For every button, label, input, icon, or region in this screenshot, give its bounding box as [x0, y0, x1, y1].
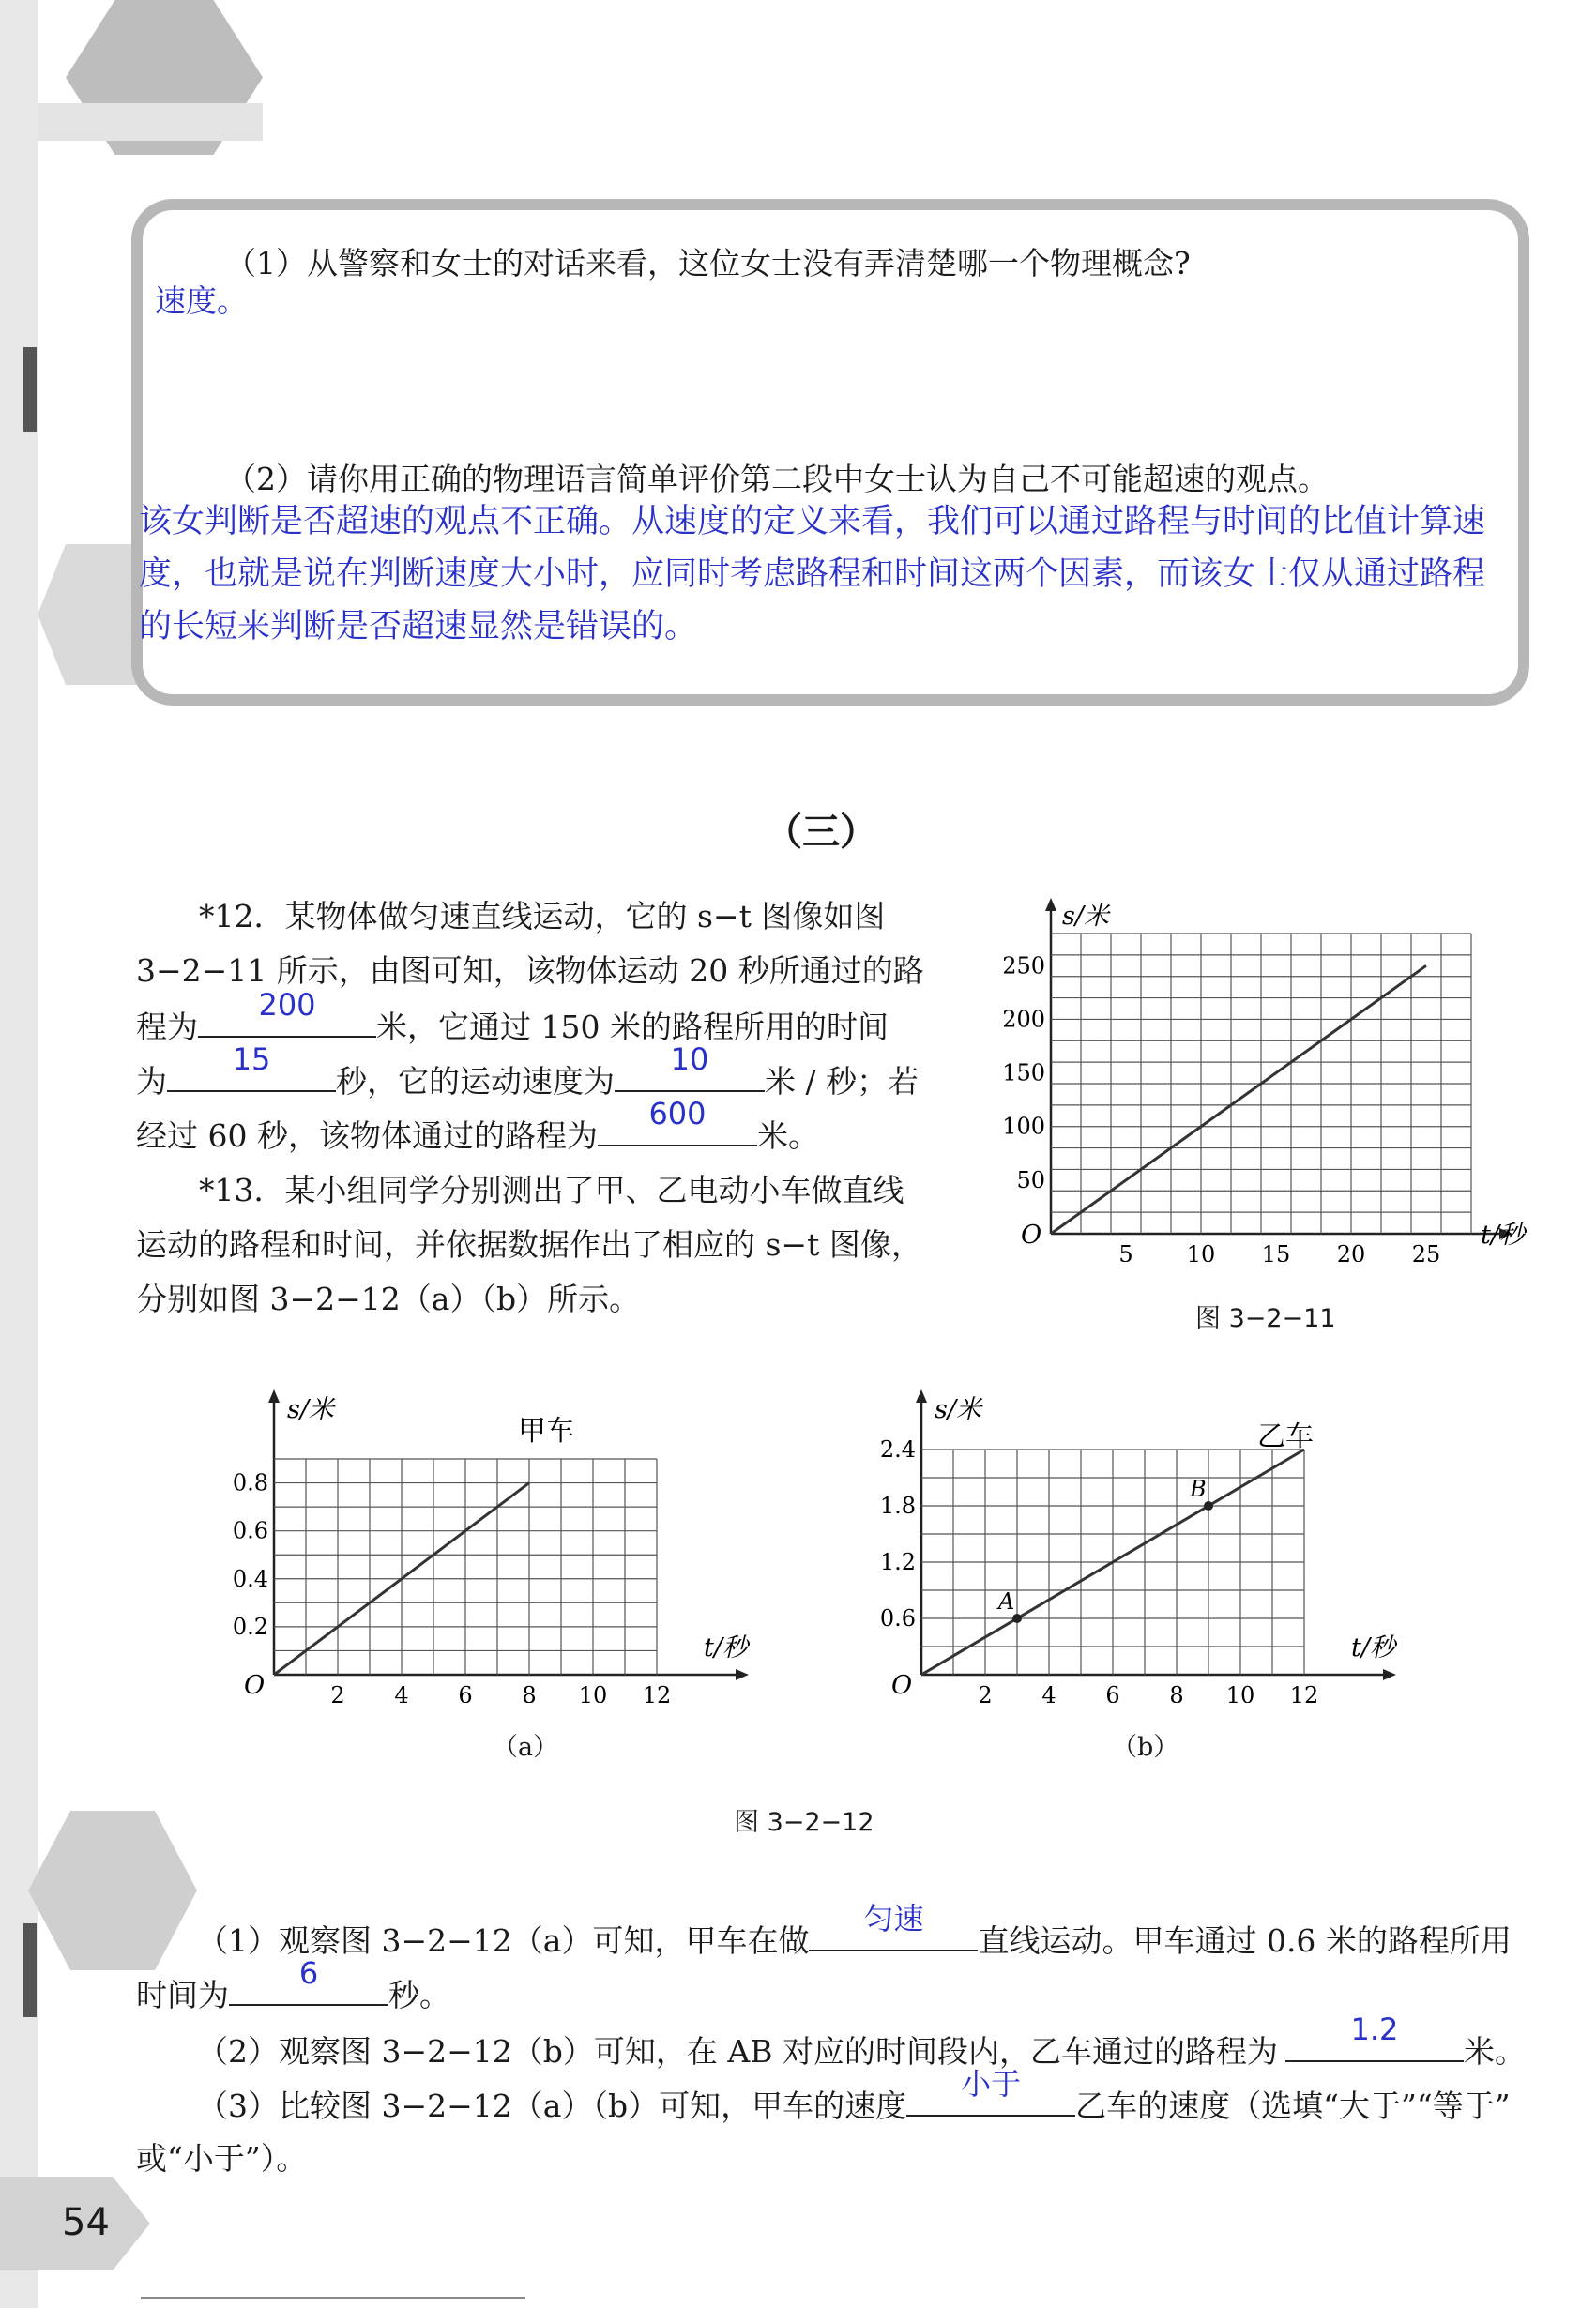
fig1-ytick-label: 50 [1016, 1166, 1045, 1193]
figB-xtick-label: 4 [1041, 1682, 1056, 1703]
figB-y-arrow [916, 1389, 927, 1403]
figB-ytick-label: 2.4 [879, 1436, 916, 1463]
q12-line5 [136, 1096, 819, 1163]
chart-fig-3-2-12b [863, 1384, 1426, 1703]
figB-point-A [1012, 1614, 1022, 1623]
figA-origin: O [244, 1671, 266, 1700]
q12-line4 [136, 1041, 920, 1109]
q12-answer-1: 200 [258, 987, 316, 1023]
figB-ylabel: s/米 [935, 1395, 981, 1424]
sub2-text: （2）观察图 3−2−12（b）可知，在 AB 对应的时间段内，乙车通过的路程为 [197, 2033, 1278, 2070]
sub2-line [197, 2012, 1526, 2079]
fig1-ylabel: s/米 [1062, 902, 1109, 931]
box-answer-1: 速度。 [155, 282, 248, 319]
figB-xtick-label: 12 [1289, 1682, 1319, 1703]
q12-answer-4: 600 [648, 1096, 707, 1131]
box-question-1: （1）从警察和女士的对话来看，这位女士没有弄清楚哪一个物理概念? [225, 245, 1191, 281]
q13-line2: 运动的路程和时间，并依据数据作出了相应的 s−t 图像， [136, 1226, 922, 1263]
fig1-xtick-label: 20 [1336, 1241, 1366, 1262]
q12-blank-2 [167, 1041, 336, 1092]
decor-left-bar2 [23, 1923, 37, 2017]
figB-point-label-A: A [998, 1588, 1015, 1615]
sub1-text: （1）观察图 3−2−12（a）可知，甲车在做 [197, 1922, 810, 1959]
q12-answer-3: 10 [670, 1041, 709, 1077]
figA-xtick-label: 12 [642, 1682, 672, 1703]
decor-left-bar [23, 347, 37, 432]
fig1-xtick-label: 10 [1186, 1241, 1216, 1262]
figA-xtick-label: 2 [330, 1682, 345, 1703]
q12-answer-2: 15 [232, 1041, 271, 1077]
page-number: 54 [62, 2201, 110, 2244]
figB-point-label-B: B [1190, 1476, 1207, 1502]
sub1-line2 [136, 1955, 450, 2023]
fig1-ytick-label: 150 [1002, 1059, 1045, 1086]
fig1-caption: 图 3−2−11 [1195, 1304, 1336, 1333]
sub1-blank [809, 1901, 978, 1951]
figB-point-B [1204, 1501, 1213, 1511]
chart-fig-3-2-11 [995, 896, 1529, 1262]
sub1-answer-2: 6 [298, 1955, 319, 1991]
figA-xtick-label: 6 [458, 1682, 473, 1703]
figB-ytick-label: 1.2 [879, 1549, 916, 1575]
section-title: （三） [765, 811, 877, 854]
footer-rule [141, 2297, 525, 2299]
figA-xtick-label: 10 [578, 1682, 608, 1703]
fig1-xtick-label: 5 [1118, 1241, 1133, 1262]
q12-text: 经过 60 秒，该物体通过的路程为 [136, 1117, 598, 1154]
figB-series-label: 乙车 [1257, 1420, 1314, 1453]
box-answer-2: 该女判断是否超速的观点不正确。从速度的定义来看，我们可以通过路程与时间的比值计算速度，也就是说在判断速度大小时，应同时考虑路程和时间这两个因素，而该女士仅从通过路程的长短来判断是否超速显然是错误的。 [139, 503, 1486, 645]
figA-ytick-label: 0.8 [232, 1469, 268, 1496]
fig1-ytick-label: 200 [1002, 1006, 1045, 1033]
fig1-series-line [1051, 965, 1426, 1234]
figB-xtick-label: 2 [978, 1682, 993, 1703]
chart-fig-3-2-12a [216, 1384, 779, 1703]
sub2-text: 米。 [1463, 2033, 1526, 2070]
figB-ytick-label: 0.6 [879, 1605, 916, 1632]
sub3-answer: 小于 [961, 2066, 1022, 2102]
q12-text: 为 [136, 1063, 167, 1100]
sub3-text: （3）比较图 3−2−12（a）（b）可知，甲车的速度 [197, 2088, 907, 2124]
fig1-ytick-label: 250 [1002, 952, 1045, 979]
figB-xtick-label: 8 [1169, 1682, 1184, 1703]
q12-text: 秒，它的运动速度为 [336, 1063, 615, 1100]
fig1-y-arrow [1045, 898, 1056, 911]
figA-sub: （a） [493, 1733, 559, 1762]
sub1-answer: 匀速 [863, 1901, 924, 1936]
q12-text: 程为 [136, 1009, 198, 1045]
fig1-xlabel: t/秒 [1481, 1221, 1525, 1250]
q12-line2: 3−2−11 所示，由图可知，该物体运动 20 秒所通过的路 [136, 952, 924, 989]
q12-blank-4 [598, 1096, 757, 1146]
sub1-text: 直线运动。甲车通过 0.6 米的路程所用 [978, 1922, 1512, 1959]
figA-ytick-label: 0.2 [232, 1613, 268, 1640]
sub3-line2: 或“小于”）。 [136, 2140, 308, 2177]
figB-xtick-label: 10 [1225, 1682, 1255, 1703]
decor-band-top [28, 103, 263, 141]
q12-text: 米 / 秒；若 [765, 1063, 920, 1100]
figA-y-arrow [268, 1389, 280, 1403]
sub2-answer: 1.2 [1350, 2012, 1399, 2047]
figB-ytick-label: 1.8 [879, 1493, 916, 1519]
figA-xtick-label: 4 [394, 1682, 409, 1703]
figB-origin: O [891, 1671, 913, 1700]
figB-xlabel: t/秒 [1351, 1633, 1395, 1663]
q12-text: 米，它通过 150 米的路程所用的时间 [376, 1009, 889, 1045]
q13-line1: *13．某小组同学分别测出了甲、乙电动小车做直线 [199, 1172, 904, 1208]
fig1-origin: O [1021, 1221, 1042, 1250]
figB-x-arrow [1383, 1669, 1396, 1680]
sub1-blank-2 [229, 1955, 388, 2006]
figA-x-arrow [736, 1669, 749, 1680]
fig1-xtick-label: 15 [1261, 1241, 1291, 1262]
figA-xlabel: t/秒 [704, 1633, 748, 1663]
fig1-ytick-label: 100 [1002, 1113, 1045, 1140]
figA-ytick-label: 0.6 [232, 1517, 268, 1544]
sub1-line1 [197, 1901, 1512, 1968]
figA-ylabel: s/米 [287, 1395, 334, 1424]
sub3-text: 乙车的速度（选填“大于”“等于” [1075, 2088, 1511, 2124]
sub1-text: 秒。 [388, 1977, 450, 2013]
q12-line1: *12．某物体做匀速直线运动，它的 s−t 图像如图 [199, 898, 886, 934]
sub3-line1 [197, 2066, 1511, 2133]
decor-hexagon-bottom [28, 1811, 197, 1970]
fig2-caption: 图 3−2−12 [734, 1808, 874, 1837]
figB-xtick-label: 6 [1105, 1682, 1120, 1703]
q12-text: 米。 [756, 1117, 819, 1154]
figA-xtick-label: 8 [522, 1682, 537, 1703]
fig1-xtick-label: 25 [1411, 1241, 1441, 1262]
figA-series-label: 甲车 [518, 1415, 574, 1448]
figB-sub: （b） [1112, 1733, 1179, 1762]
q13-line3: 分别如图 3−2−12（a）（b）所示。 [136, 1281, 641, 1317]
sub3-blank [906, 2066, 1075, 2117]
figA-ytick-label: 0.4 [232, 1565, 268, 1592]
sub1-text: 时间为 [136, 1977, 229, 2013]
sub2-blank [1285, 2012, 1464, 2062]
box-question-2: （2）请你用正确的物理语言简单评价第二段中女士认为自己不可能超速的观点。 [225, 461, 1329, 497]
figA-grid [274, 1459, 657, 1675]
